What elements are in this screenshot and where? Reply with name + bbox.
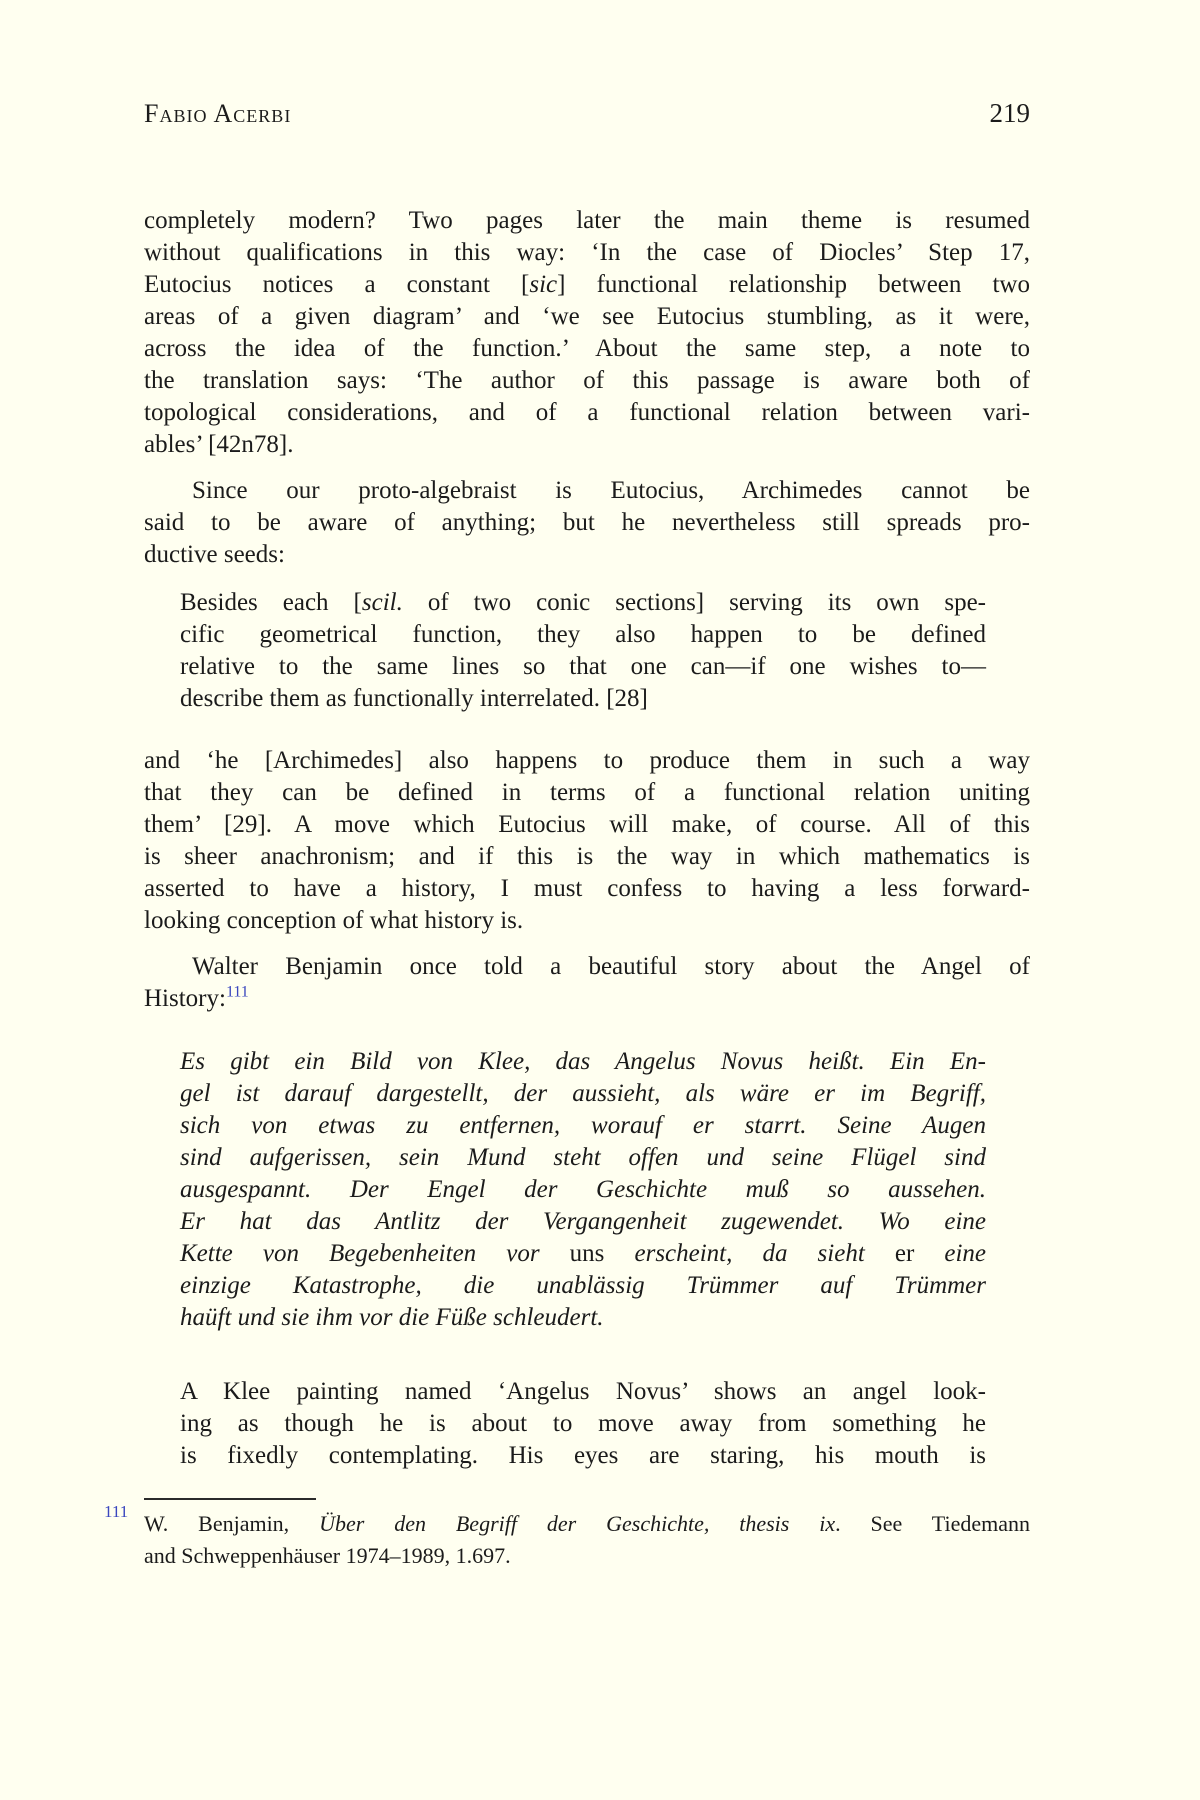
footnote-number-link[interactable]: 111 (104, 1502, 129, 1521)
text-line: the translation says: ‘The author of this passage is aware both of (144, 367, 1030, 394)
text-segment: History: (144, 985, 226, 1012)
text-line: ables’ [42n78]. (144, 431, 294, 458)
running-header (144, 98, 1030, 128)
text-line (180, 1238, 986, 1270)
latin-sic: sic (529, 271, 558, 298)
text-segment: . See Tiedemann (835, 1511, 1030, 1536)
text-line: said to be aware of anything; but he nevertheless still spreads pro- (144, 509, 1030, 536)
running-header-author: Fabio Acerbi (144, 99, 292, 128)
text-line: ausgespannt. Der Engel der Geschichte muß so aussehen. (180, 1176, 986, 1203)
text-segment: Kette von Begebenheiten vor (180, 1240, 570, 1267)
text-line: without qualifications in this way: ‘In the case of Diocles’ Step 17, (144, 239, 1030, 266)
text-line: gel ist darauf dargestellt, der aussieht, als wäre er im Begriff, (180, 1080, 986, 1107)
footnote-111 (104, 1502, 1030, 1572)
text-line: A Klee painting named ‘Angelus Novus’ shows an angel look- (180, 1378, 986, 1405)
paragraph-2 (144, 475, 1030, 571)
page-number: 219 (989, 98, 1030, 128)
paragraph-1 (144, 205, 1030, 461)
text-line (144, 1508, 1030, 1540)
text-line: that they can be defined in terms of a functional relation uniting (144, 779, 1030, 806)
text-line: cific geometrical function, they also happen to be defined (180, 621, 986, 648)
text-line: einzige Katastrophe, die unablässig Trümmer auf Trümmer (180, 1272, 986, 1299)
text-segment: W. Benjamin, (144, 1511, 320, 1536)
emphasis-uns: uns (569, 1240, 605, 1267)
paragraph-4 (144, 951, 1030, 1015)
footnote-reference-link[interactable]: 111 (225, 983, 249, 1001)
text-line: and Schweppenhäuser 1974–1989, 1.697. (144, 1543, 511, 1568)
latin-scil: scil. (361, 589, 403, 616)
text-segment: Eutocius notices a constant [ (144, 271, 530, 298)
text-line: sind aufgerissen, sein Mund steht offen und seine Flügel sind (180, 1144, 986, 1171)
emphasis-er: er (894, 1240, 915, 1267)
text-segment: ] functional relationship between two (557, 271, 1030, 298)
footnote-rule (144, 1498, 316, 1500)
blockquote-benjamin-german (180, 1046, 986, 1334)
text-line: asserted to have a history, I must confess to having a less forward- (144, 875, 1030, 902)
text-line: areas of a given diagram’ and ‘we see Eutocius stumbling, as it were, (144, 303, 1030, 330)
text-line (180, 587, 986, 619)
cited-work-title: Über den Begriff der Geschichte, thesis ix (319, 1511, 836, 1536)
text-segment: erscheint, da sieht (604, 1240, 895, 1267)
paragraph-3 (144, 745, 1030, 937)
text-line: is sheer anachronism; and if this is the way in which mathematics is (144, 843, 1030, 870)
text-line: across the idea of the function.’ About the same step, a note to (144, 335, 1030, 362)
text-line: sich von etwas zu entfernen, worauf er starrt. Seine Augen (180, 1112, 986, 1139)
text-line: haüft und sie ihm vor die Füße schleudert. (180, 1304, 604, 1331)
text-line: Es gibt ein Bild von Klee, das Angelus Novus heißt. Ein En- (180, 1048, 986, 1075)
text-line (144, 983, 1030, 1015)
blockquote-conic-sections (180, 587, 986, 715)
text-line: them’ [29]. A move which Eutocius will make, of course. All of this (144, 811, 1030, 838)
text-line: looking conception of what history is. (144, 907, 524, 934)
text-line: relative to the same lines so that one can—if one wishes to— (180, 653, 986, 680)
text-line: is fixedly contemplating. His eyes are staring, his mouth is (180, 1442, 986, 1469)
text-segment: of two conic sections] serving its own spe- (402, 589, 986, 616)
text-line: completely modern? Two pages later the main theme is resumed (144, 207, 1030, 234)
text-column (104, 0, 1030, 1572)
text-line: Walter Benjamin once told a beautiful story about the Angel of (192, 953, 1030, 980)
text-line: ductive seeds: (144, 541, 285, 568)
text-line: describe them as functionally interrelated. [28] (180, 685, 648, 712)
text-line: and ‘he [Archimedes] also happens to produce them in such a way (144, 747, 1030, 774)
text-line: topological considerations, and of a functional relation between vari- (144, 399, 1030, 426)
text-line: Since our proto-algebraist is Eutocius, Archimedes cannot be (192, 477, 1030, 504)
text-segment: Besides each [ (180, 589, 362, 616)
text-segment: eine (914, 1240, 987, 1267)
text-line: Er hat das Antlitz der Vergangenheit zugewendet. Wo eine (180, 1208, 986, 1235)
text-line (144, 269, 1030, 301)
blockquote-benjamin-translation (180, 1376, 986, 1472)
text-line: ing as though he is about to move away from something he (180, 1410, 986, 1437)
